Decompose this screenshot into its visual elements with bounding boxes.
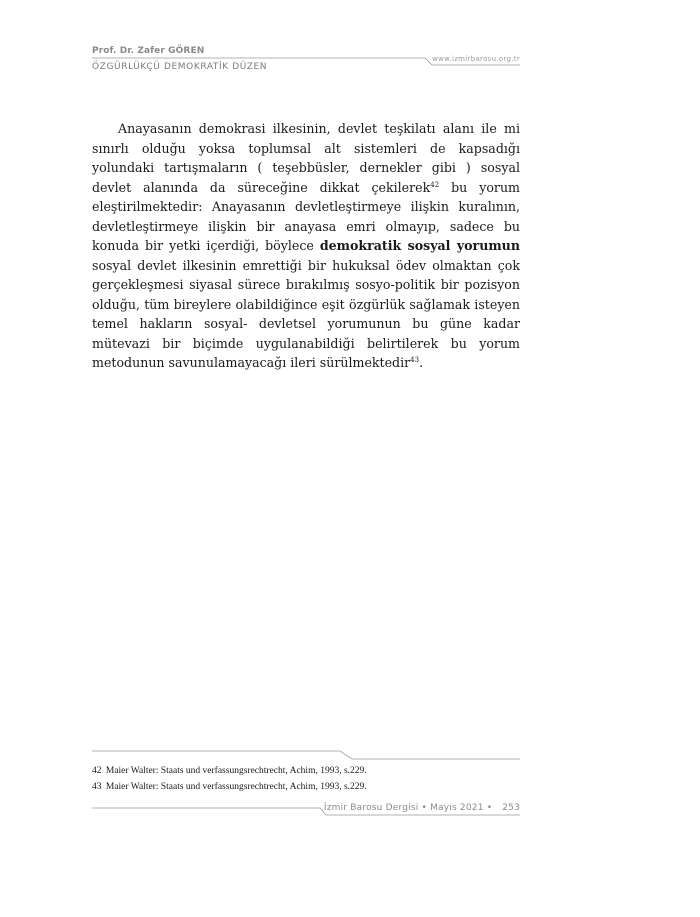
footnote-ref-42[interactable]: 42 <box>430 180 440 189</box>
header-url[interactable]: www.izmirbarosu.org.tr <box>432 55 520 63</box>
header-author: Prof. Dr. Zafer GÖREN <box>92 46 205 56</box>
footnote-42: 42 Maier Walter: Staats und verfassungsrechtrecht, Achim, 1993, s.229. <box>92 766 367 776</box>
page-number: 253 <box>502 803 520 813</box>
footnote-43: 43 Maier Walter: Staats und verfassungsrechtrecht, Achim, 1993, s.229. <box>92 782 367 792</box>
bold-term: demokratik sosyal yorumun <box>319 238 520 253</box>
header-title: ÖZGÜRLÜKÇÜ DEMOKRATİK DÜZEN <box>92 62 268 72</box>
footnote-ref-43[interactable]: 43 <box>410 356 420 364</box>
page-footer <box>324 803 520 813</box>
journal-info: İzmir Barosu Dergisi • Mayıs 2021 • <box>323 803 493 813</box>
body-paragraph: Anayasanın demokrasi ilkesinin, devlet teşkilatı alanı ile mi sınırlı olduğu yoksa toplumsal alt sistemleri de kapsadığı yolundaki tartışmaların ( teşebbüsler, dernekler gibi ) sosyal devlet alanında da süreceğine dikkat çekilerek$^{42}$ bu yorum eleştirilmektedir: Anayasanın devletleştirmeye ilişkin kuralının, devletleştirmeye ilişkin bir anayasa emri olmayıp, sadece bu konuda bir yetki içerdiği, böylece demokratik sosyal yorumun sosyal devlet ilkesinin emrettiği bir hukuksal ödev olmaktan çok gerçekleşmesi siyasal sürece bırakılmış sosyo-politik bir pozisyon olduğu, tüm bireylere olabildiğince eşit özgürlük sağlamak isteyen temel hakların sosyal- devletsel yorumunun bu güne kadar mütevazi bir biçimde uygulanabildiği belirtilerek bu yorum metodunun savunulamayacağı ileri sürülmektedir$^{43}$. <box>92 121 520 370</box>
